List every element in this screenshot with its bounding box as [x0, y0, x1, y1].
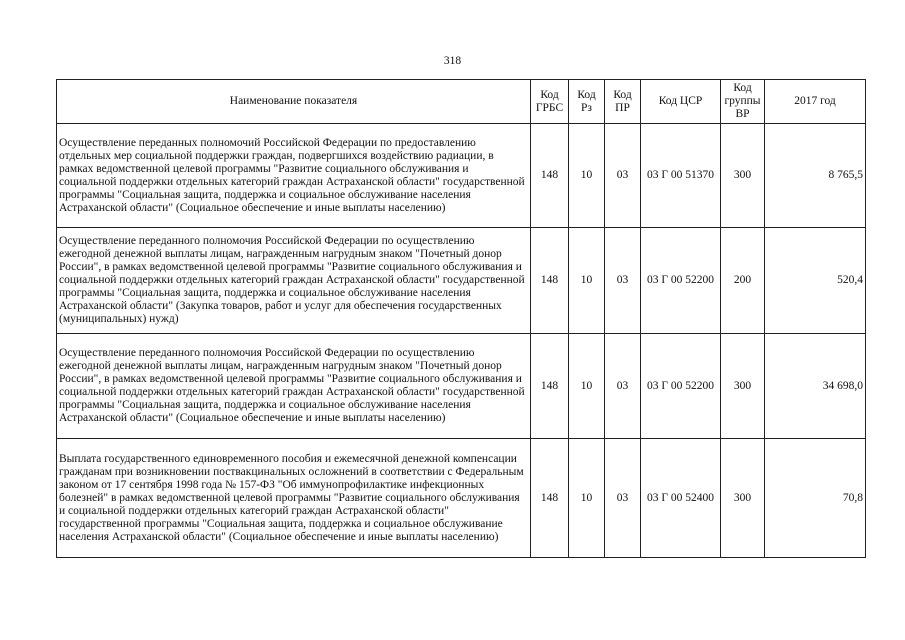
grbs-cell: 148: [531, 124, 569, 228]
csr-cell: 03 Г 00 52200: [641, 228, 721, 334]
row-name-cell: Осуществление переданного полномочия Российской Федерации по осуществлению ежегодной денежной выплаты лицам, награжденным нагрудным знаком "Почетный донор России", в рамках ведомственной целевой программы "Развитие социального обслуживания и социальной поддержки отдельных категорий граждан Астраханской области" государственной программы "Социальная защита, поддержка и социальное обслуживание населения Астраханской области" (Закупка товаров, работ и услуг для обеспечения государственных (муниципальных) нужд): [57, 228, 531, 334]
row-name-cell: Осуществление переданного полномочия Российской Федерации по осуществлению ежегодной денежной выплаты лицам, награжденным нагрудным знаком "Почетный донор России", в рамках ведомственной целевой программы "Развитие социального обслуживания и социальной поддержки отдельных категорий граждан Астраханской области" государственной программы "Социальная защита, поддержка и социальное обслуживание населения Астраханской области" (Социальное обеспечение и иные выплаты населению): [57, 334, 531, 439]
header-pr: Код ПР: [605, 80, 641, 124]
table-row: [57, 124, 866, 228]
grbs-cell: 148: [531, 334, 569, 439]
row-name-cell: Осуществление переданных полномочий Российской Федерации по предоставлению отдельных мер социальной поддержки граждан, подвергшихся воздействию радиации, в рамках ведомственной целевой программы "Развитие социального обслуживания и социальной поддержки отдельных категорий граждан Астраханской области" государственной программы "Социальная защита, поддержка и социальное обслуживание населения Астраханской области" (Социальное обеспечение и иные выплаты населению): [57, 124, 531, 228]
pr-cell: 03: [605, 124, 641, 228]
rz-cell: 10: [569, 334, 605, 439]
amount-cell: 8 765,5: [765, 124, 866, 228]
amount-cell: 34 698,0: [765, 334, 866, 439]
header-name: Наименование показателя: [57, 80, 531, 124]
amount-cell: 70,8: [765, 439, 866, 558]
vr-cell: 300: [721, 439, 765, 558]
budget-table: [56, 79, 866, 558]
header-row: [57, 80, 866, 124]
pr-cell: 03: [605, 228, 641, 334]
vr-cell: 300: [721, 124, 765, 228]
row-name-cell: Выплата государственного единовременного пособия и ежемесячной денежной компенсации гражданам при возникновении поствакцинальных осложнений в соответствии с Федеральным законом от 17 сентября 1998 года № 157-ФЗ "Об иммунопрофилактике инфекционных болезней" в рамках ведомственной целевой программы "Развитие социального обслуживания и социальной поддержки отдельных категорий граждан Астраханской области" государственной программы "Социальная защита, поддержка и социальное обслуживание населения Астраханской области" (Социальное обеспечение и иные выплаты населению): [57, 439, 531, 558]
page-number: 318: [443, 55, 462, 67]
pr-cell: 03: [605, 439, 641, 558]
csr-cell: 03 Г 00 51370: [641, 124, 721, 228]
table-row: [57, 228, 866, 334]
table-row: [57, 334, 866, 439]
header-csr: Код ЦСР: [641, 80, 721, 124]
amount-cell: 520,4: [765, 228, 866, 334]
header-vr: Код группы ВР: [721, 80, 765, 124]
rz-cell: 10: [569, 228, 605, 334]
csr-cell: 03 Г 00 52400: [641, 439, 721, 558]
table-row: [57, 439, 866, 558]
header-grbs: Код ГРБС: [531, 80, 569, 124]
vr-cell: 200: [721, 228, 765, 334]
rz-cell: 10: [569, 124, 605, 228]
grbs-cell: 148: [531, 228, 569, 334]
rz-cell: 10: [569, 439, 605, 558]
header-year: 2017 год: [765, 80, 866, 124]
csr-cell: 03 Г 00 52200: [641, 334, 721, 439]
header-rz: Код Рз: [569, 80, 605, 124]
grbs-cell: 148: [531, 439, 569, 558]
table-header: [57, 80, 866, 124]
table-body: [57, 124, 866, 558]
vr-cell: 300: [721, 334, 765, 439]
pr-cell: 03: [605, 334, 641, 439]
